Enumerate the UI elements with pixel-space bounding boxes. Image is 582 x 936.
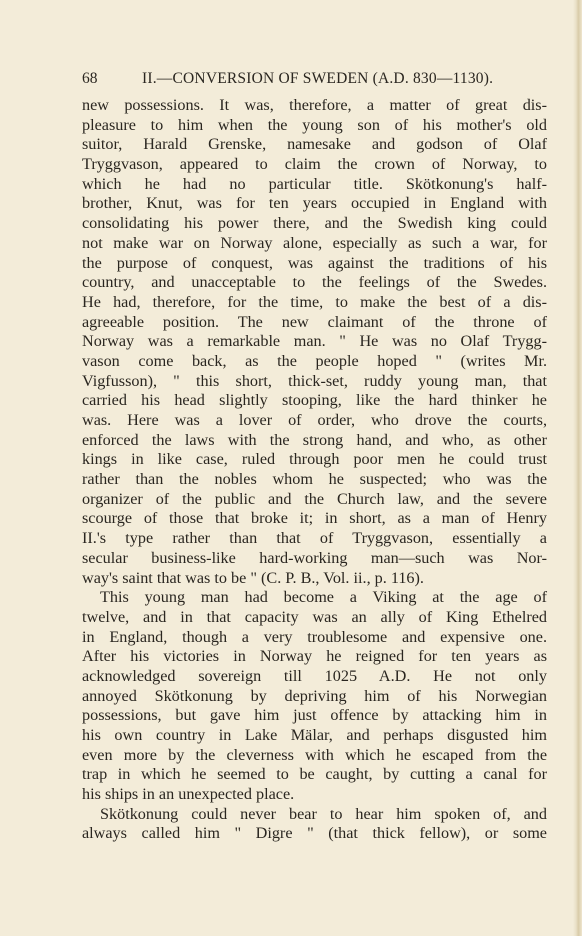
text-line: which he had no particular title. Skötkonung's half- [82, 174, 547, 193]
text-line: country, and unacceptable to the feelings of the Swedes. [82, 273, 547, 292]
text-line: vason come back, as the people hoped " (writes Mr. [82, 351, 547, 370]
text-line: consolidating his power there, and the Swedish king could [82, 214, 547, 233]
text-line: way's saint that was to be " (C. P. B., Vol. ii., p. 116). [82, 568, 424, 587]
text-line: suitor, Harald Grenske, namesake and godson of Olaf [82, 135, 547, 154]
text-line: trap in which he seemed to be caught, by cutting a canal for [82, 765, 547, 784]
text-line: Tryggvason, appeared to claim the crown of Norway, to [82, 155, 547, 174]
text-line: his own country in Lake Mälar, and perhaps disgusted him [82, 726, 547, 744]
text-line: new possessions. It was, therefore, a matter of great dis- [82, 96, 547, 114]
text-line: acknowledged sovereign till 1025 A.D. He not only [82, 666, 547, 685]
text-line: secular business-like hard-working man—such was Nor- [82, 548, 547, 567]
chapter-title: II.—CONVERSION OF SWEDEN (A.D. 830—1130). [142, 70, 494, 87]
text-line: in England, though a very troublesome and expensive one. [82, 627, 547, 646]
text-line: possessions, but gave him just offence by attacking him in [82, 706, 547, 725]
page-edge [573, 0, 582, 936]
text-line: He had, therefore, for the time, to make the best of a dis- [82, 292, 547, 311]
text-line: his ships in an unexpected place. [82, 785, 295, 804]
text-line: carried his head slightly stooping, like the hard thinker he [82, 391, 547, 410]
text-line: Vigfusson), " this short, thick-set, ruddy young man, that [82, 371, 547, 390]
text-line: not make war on Norway alone, especially as such a war, for [82, 233, 547, 252]
text-line: annoyed Skötkonung by depriving him of his Norwegian [82, 686, 547, 705]
text-line: agreeable position. The new claimant of the throne of [82, 312, 547, 331]
paragraph-1 [82, 96, 547, 588]
text-line: always called him " Digre " (that thick fellow), or some [82, 824, 547, 843]
text-line: organizer of the public and the Church law, and the severe [82, 489, 547, 508]
text-line: brother, Knut, was for ten years occupied in England with [82, 194, 547, 213]
text-line: After his victories in Norway he reigned for ten years as [82, 647, 547, 666]
text-line: even more by the cleverness with which he escaped from the [82, 745, 547, 764]
text-line: Norway was a remarkable man. " He was no Olaf Trygg- [82, 332, 547, 351]
text-line: the purpose of conquest, was against the traditions of his [82, 253, 547, 272]
paragraph-2 [82, 588, 547, 805]
text-line: enforced the laws with the strong hand, and who, as other [82, 430, 547, 449]
text-line: rather than the nobles whom he suspected; who was the [82, 470, 547, 489]
text-line: twelve, and in that capacity was an ally of King Ethelred [82, 607, 547, 626]
text-line: pleasure to him when the young son of his mother's old [82, 115, 547, 134]
text-line: kings in like case, ruled through poor men he could trust [82, 450, 547, 469]
body-text [82, 96, 547, 844]
text-line: II.'s type rather than that of Tryggvason, essentially a [82, 529, 547, 548]
paragraph-3 [82, 805, 547, 844]
running-head [82, 70, 552, 88]
text-line: This young man had become a Viking at the age of [100, 588, 547, 607]
text-line: Skötkonung could never bear to hear him spoken of, and [100, 804, 547, 823]
page-number: 68 [82, 70, 98, 87]
text-line: was. Here was a lover of order, who drove the courts, [82, 411, 547, 429]
text-line: scourge of those that broke it; in short, as a man of Henry [82, 509, 547, 528]
